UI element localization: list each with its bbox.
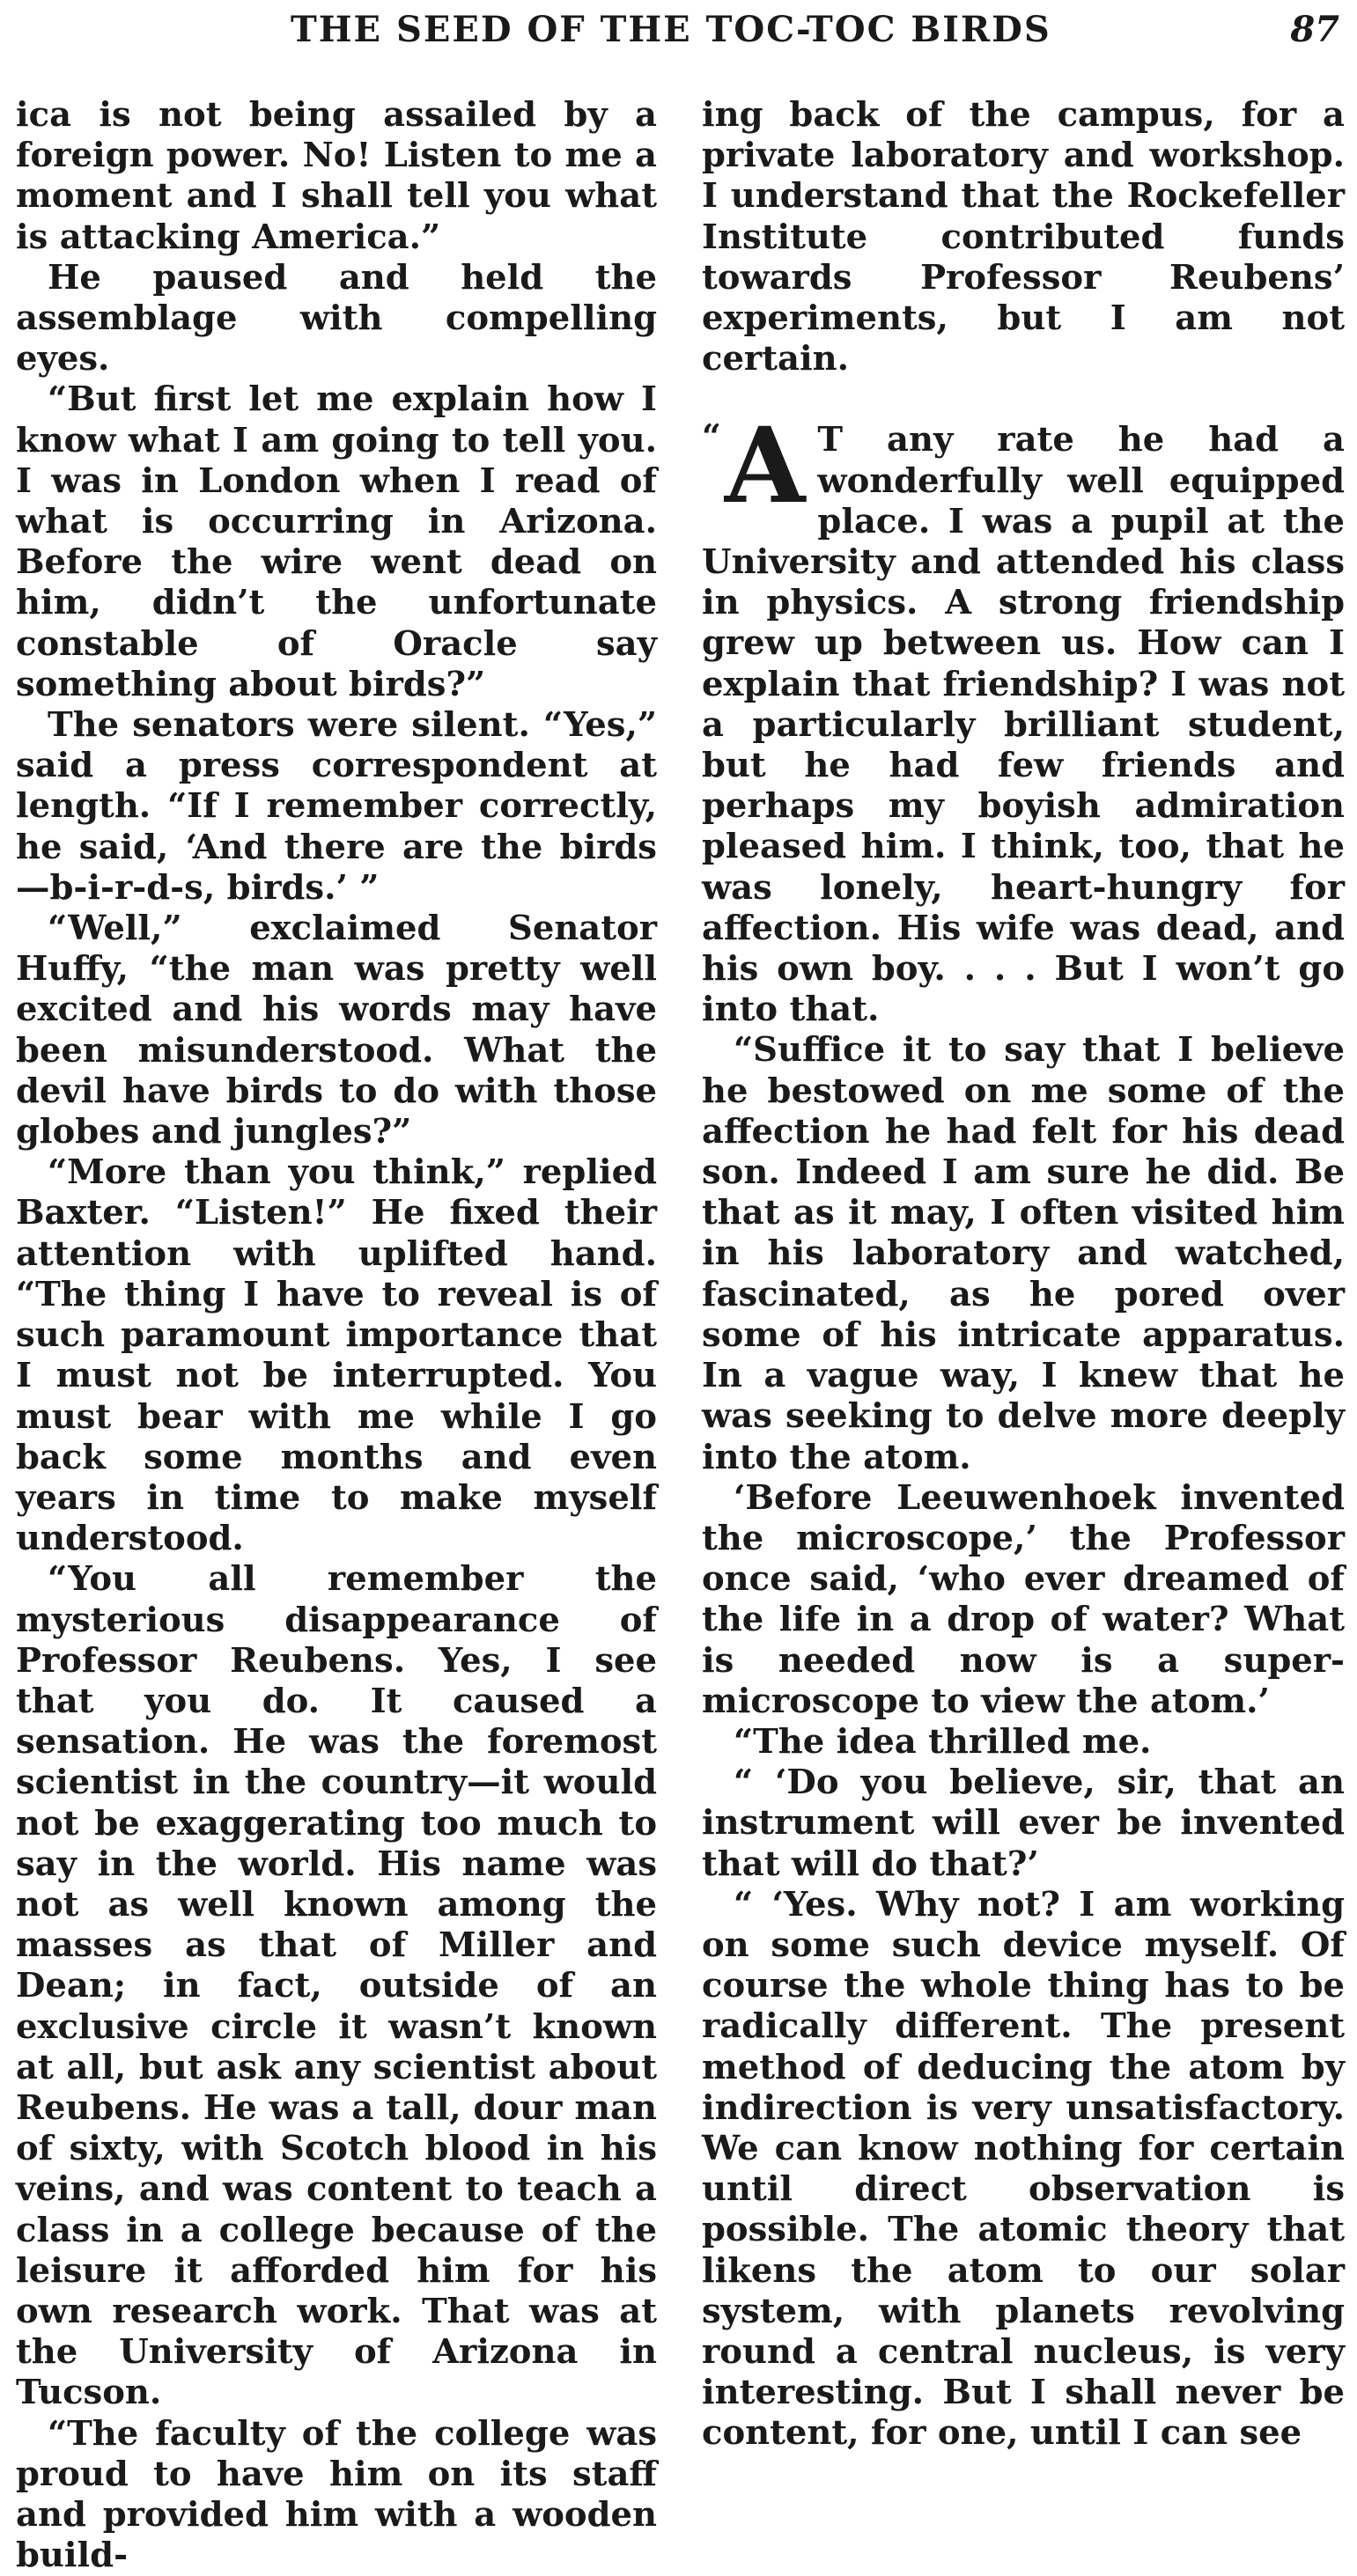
drop-open-quote: “ <box>702 416 721 457</box>
paragraph: “ ‘Yes. Why not? I am working on some such device myself. Of course the whole thing has to be radically different. The present method of deducing the atom by indirection is very unsatisfactory. We can know nothing for certain until direct observation is possible. The atomic theory that likens the atom to our solar system, with planets revolving round a central nucleus, is very interesting. But I shall never be content, for one, until I can see <box>702 1884 1345 2454</box>
paragraph: “The idea thrilled me. <box>734 1721 1152 1762</box>
paragraph: He paused and held the assemblage with compelling eyes. <box>16 257 657 379</box>
right-column <box>702 95 1345 2455</box>
running-head <box>0 9 1357 62</box>
paragraph: “The faculty of the college was proud to have him on its staff and provided him with a wooden build- <box>16 2413 657 2576</box>
drop-cap-paragraph <box>702 404 1345 1030</box>
paragraph: The senators were silent. “Yes,” said a press correspondent at length. “If I remember correctly, he said, ‘And there are the birds—b-i-r-d-s, birds.’ ” <box>16 705 657 908</box>
paragraph: “More than you think,” replied Baxter. “Listen!” He fixed their attention with uplifted hand. “The thing I have to reveal is of such paramount importance that I must not be interrupted. You must bear with me while I go back some months and even years in time to make myself understood. <box>16 1152 657 1559</box>
left-column <box>16 95 657 2576</box>
drop-cap-letter: A <box>724 404 806 527</box>
paragraph: “Well,” exclaimed Senator Huffy, “the man was pretty well excited and his words may have been misunderstood. What the devil have birds to do with those globes and jungles?” <box>16 909 657 1152</box>
running-title: THE SEED OF THE TOC-TOC BIRDS <box>291 9 1051 50</box>
paragraph: “But first let me explain how I know what I am going to tell you. I was in London when I read of what is occurring in Arizona. Before the wire went dead on him, didn’t the unfortunate constable of Oracle say something about birds?” <box>16 379 657 704</box>
paragraph: ica is not being assailed by a foreign power. No! Listen to me a moment and I shall tell you what is attacking America.” <box>16 95 657 257</box>
paragraph: “You all remember the mysterious disappearance of Professor Reubens. Yes, I see that you do. It caused a sensation. He was the foremost scientist in the country—it would not be exaggerating too much to say in the world. His name was not as well known among the masses as that of Miller and Dean; in fact, outside of an exclusive circle it wasn’t known at all, but ask any scientist about Reubens. He was a tall, dour man of sixty, with Scotch blood in his veins, and was content to teach a class in a college because of the leisure it afforded him for his own research work. That was at the University of Arizona in Tucson. <box>16 1559 657 2413</box>
page-number: 87 <box>1290 9 1339 50</box>
paragraph: ‘Before Leeuwenhoek invented the microscope,’ the Professor once said, ‘who ever dreamed of the life in a drop of water? What is needed now is a super-microscope to view the atom.’ <box>702 1477 1345 1721</box>
drop-cap-paragraph-text: T any rate he had a wonderfully well equipped place. I was a pupil at the University and attended his class in physics. A strong friendship grew up between us. How can I explain that friendship? I was not a particularly brilliant student, but he had few friends and perhaps my boyish admiration pleased him. I think, too, that he was lonely, heart-hungry for affection. His wife was dead, and his own boy. . . . But I won’t go into that. <box>702 420 1345 1030</box>
paragraph: “Suffice it to say that I believe he bestowed on me some of the affection he had felt for his dead son. Indeed I am sure he did. Be that as it may, I often visited him in his laboratory and watched, fascinated, as he pored over some of his intricate apparatus. In a vague way, I knew that he was seeking to delve more deeply into the atom. <box>702 1030 1345 1477</box>
paragraph: ing back of the campus, for a private laboratory and workshop. I understand that the Rockefeller Institute contributed funds towards Professor Reubens’ experiments, but I am not certain. <box>702 95 1345 379</box>
paragraph: “ ‘Do you believe, sir, that an instrument will ever be invented that will do that?’ <box>702 1763 1345 1884</box>
